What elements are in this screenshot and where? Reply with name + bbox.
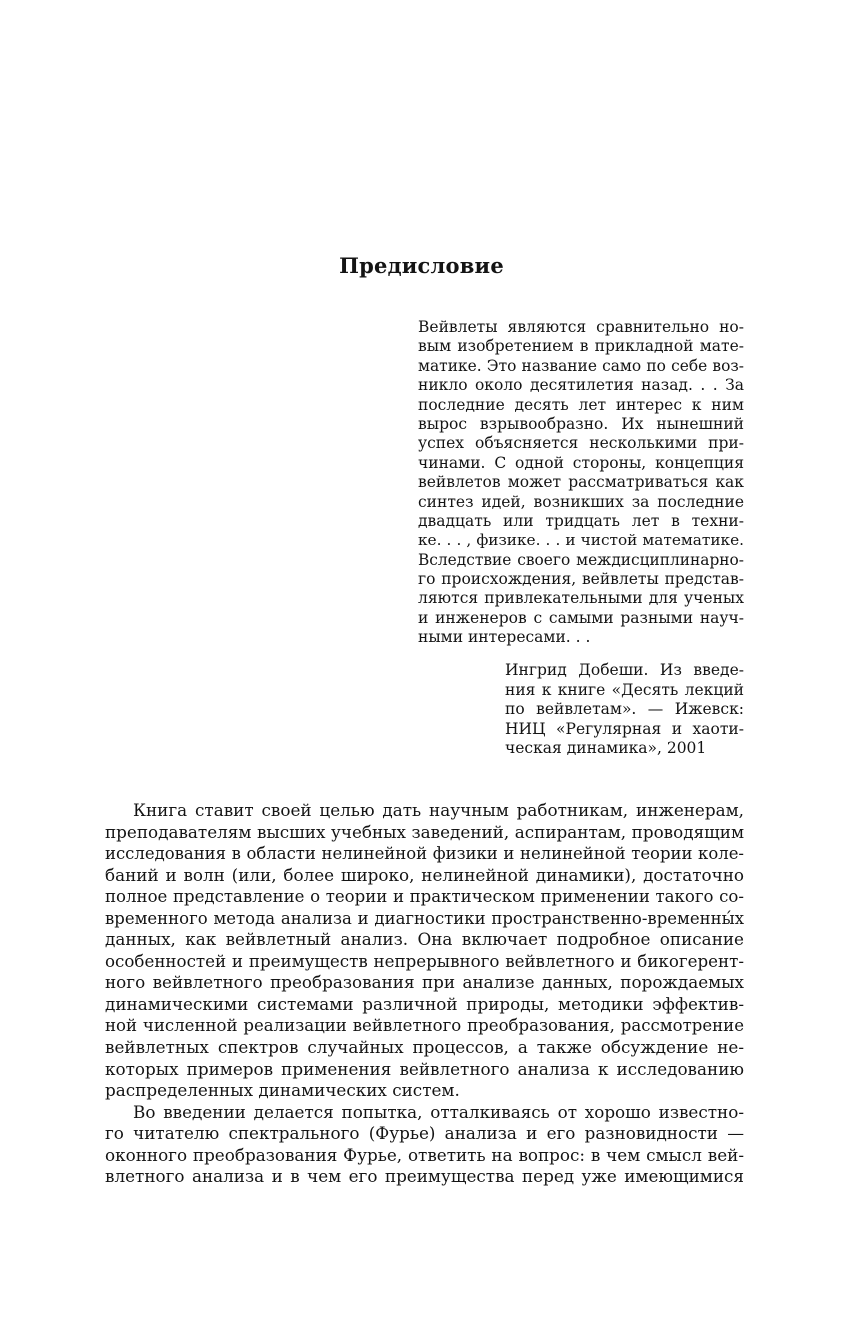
epigraph <box>418 318 744 648</box>
body-line: преподавателям высших учебных заведений, аспирантам, проводящим <box>105 821 744 842</box>
epigraph-line: вейвлетов может рассматриваться как <box>418 473 744 492</box>
epigraph-line: успех объясняется несколькими при- <box>418 434 744 453</box>
source-line: ния к книге «Десять лекций <box>505 680 744 699</box>
source-line: по вейвлетам». — Ижевск: <box>505 700 744 719</box>
epigraph-line: последние десять лет интерес к ним <box>418 395 744 414</box>
body-line: исследования в области нелинейной физики и нелинейной теории коле- <box>105 844 744 864</box>
epigraph-line: го происхождения, вейвлеты представ- <box>418 570 744 589</box>
epigraph-line: никло около десятилетия назад. . . За <box>418 376 744 395</box>
epigraph-line: ными интересами. . . <box>418 628 591 647</box>
body-line: Книга ставит своей целью дать научным работникам, инженерам, <box>133 800 744 820</box>
epigraph-line: вырос взрывообразно. Их нынешний <box>418 414 744 433</box>
body-line: которых примеров применения вейвлетного анализа к исследованию <box>105 1058 744 1079</box>
body-line: распределенных динамических систем. <box>105 1080 460 1101</box>
source-line: Ингрид Добеши. Из введе- <box>505 661 744 679</box>
body-line: влетного анализа и в чем его преимущества перед уже имеющимися <box>105 1166 744 1187</box>
body-line: данных, как вейвлетный анализ. Она включает подробное описание <box>105 929 744 950</box>
epigraph-line: вым изобретением в прикладной мате- <box>418 337 744 356</box>
epigraph-line: Вследствие своего междисциплинарно- <box>418 550 744 569</box>
source-line: ческая динамика», 2001 <box>505 739 707 758</box>
epigraph-line: ляются привлекательными для ученых <box>418 589 744 608</box>
epigraph-source <box>505 661 744 759</box>
body-line: ной численной реализации вейвлетного преобразования, рассмотрение <box>105 1016 744 1036</box>
body-line: баний и волн (или, более широко, нелинейной динамики), достаточно <box>105 864 744 885</box>
body-text <box>105 800 744 1188</box>
body-line: го читателю спектрального (Фурье) анализа и его разновидности — <box>105 1123 744 1144</box>
body-line: полное представление о теории и практическом применении такого со- <box>105 887 744 907</box>
body-line: временного метода анализа и диагностики пространственно-временны́х <box>105 908 744 928</box>
body-line: динамическими системами различной природы, методики эффектив- <box>105 993 744 1014</box>
epigraph-line: чинами. С одной стороны, концепция <box>418 453 744 472</box>
source-line: НИЦ «Регулярная и хаоти- <box>505 719 744 738</box>
body-line: Во введении делается попытка, отталкиваясь от хорошо известно- <box>133 1101 744 1122</box>
body-line: ного вейвлетного преобразования при анализе данных, порождаемых <box>105 972 744 993</box>
epigraph-line: синтез идей, возникших за последние <box>418 492 744 511</box>
epigraph-line: и инженеров с самыми разными науч- <box>418 608 744 627</box>
epigraph-line: Вейвлеты являются сравнительно но- <box>418 318 744 336</box>
body-line: оконного преобразования Фурье, ответить на вопрос: в чем смысл вей- <box>105 1144 744 1165</box>
epigraph-line: матике. Это название само по себе воз- <box>418 356 744 375</box>
epigraph-line: двадцать или тридцать лет в техни- <box>418 511 744 530</box>
body-line: особенностей и преимуществ непрерывного вейвлетного и бикогерент- <box>105 951 744 971</box>
page-title: Предисловие <box>339 253 504 278</box>
epigraph-line: ке. . . , физике. . . и чистой математике. <box>418 531 744 550</box>
body-line: вейвлетных спектров случайных процессов, а также обсуждение не- <box>105 1037 744 1058</box>
